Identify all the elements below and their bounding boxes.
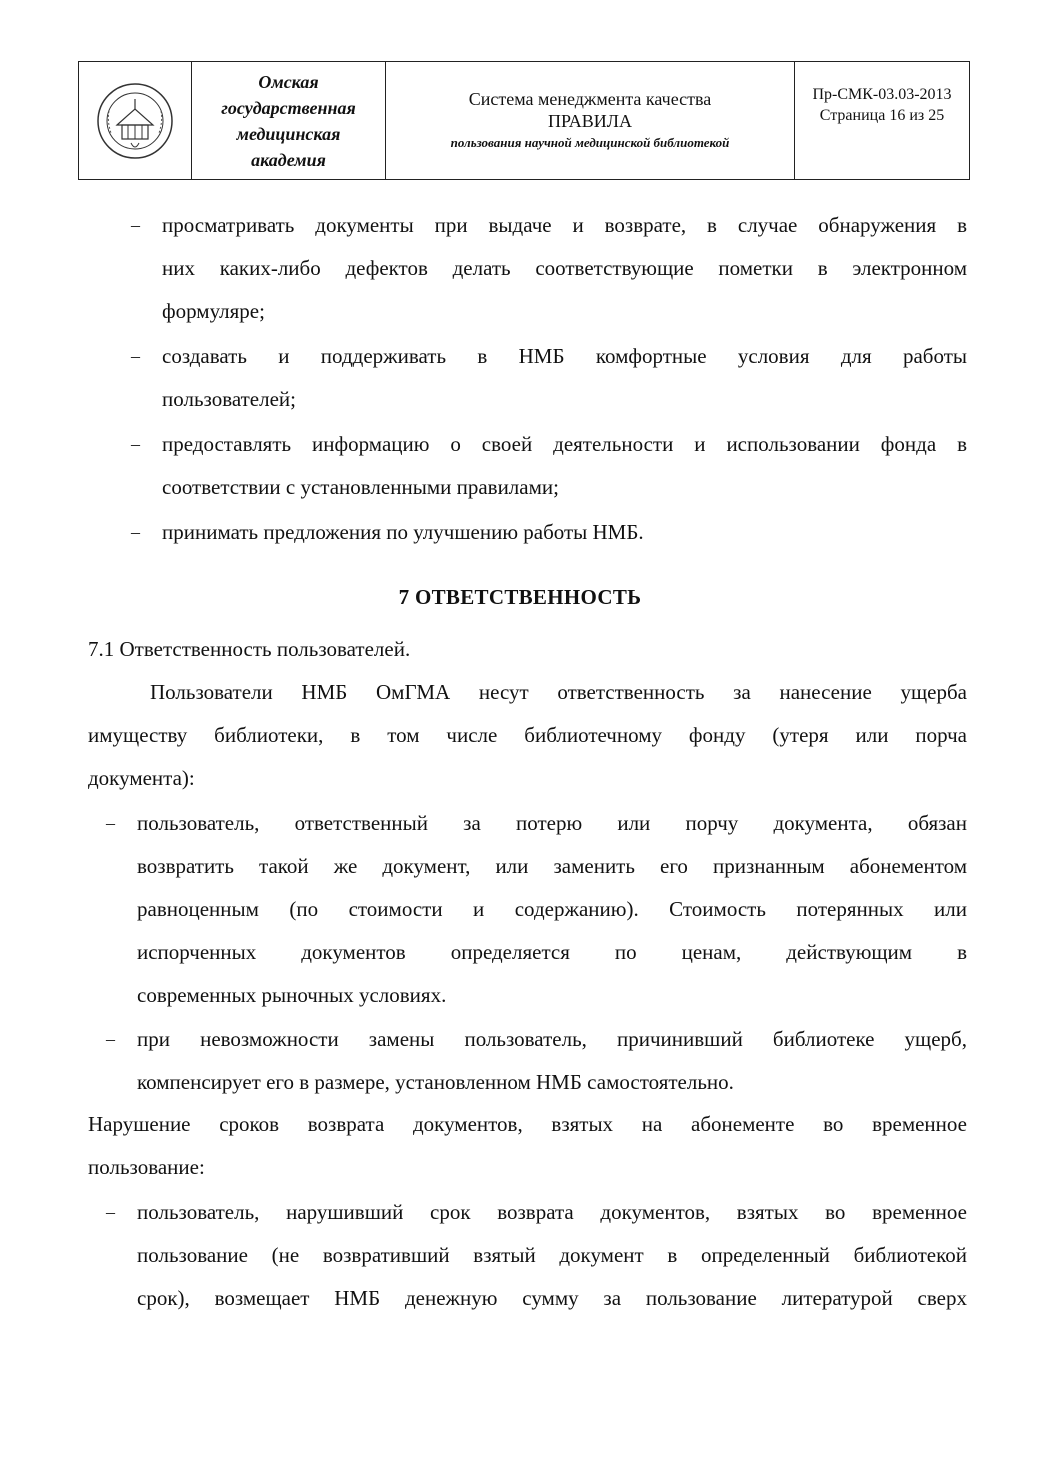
list-item-text: создавать и поддерживать в НМБ комфортные условия для работы	[162, 344, 967, 368]
system-cell	[386, 62, 795, 180]
system-title: Система менеджмента качества	[468, 88, 712, 109]
rules-subtitle: пользования научной медицинской библиотекой	[450, 134, 730, 150]
org-line: академия	[251, 149, 326, 170]
list-item-text: возвратить такой же документ, или заменить его признанным абонементом	[137, 854, 967, 878]
subsection-heading: 7.1 Ответственность пользователей.	[88, 637, 411, 661]
academy-seal-cell	[79, 62, 192, 180]
paragraph-line: пользование:	[88, 1155, 205, 1179]
paragraph-line: имуществу библиотеки, в том числе библиотечному фонду (утеря или порча	[88, 723, 967, 747]
document-header	[78, 61, 970, 180]
paragraph-line: Пользователи НМБ ОмГМА несут ответственность за нанесение ущерба	[150, 680, 967, 704]
paragraph-line: документа):	[88, 766, 195, 790]
list-item-text: соответствии с установленными правилами;	[162, 475, 559, 499]
list-item-text: пользователь, ответственный за потерю или порчу документа, обязан	[137, 811, 967, 835]
paragraph-line: Нарушение сроков возврата документов, взятых на абонементе во временное	[88, 1112, 967, 1136]
list-item-text: испорченных документов определяется по ценам, действующим в	[137, 940, 967, 964]
list-item-text: принимать предложения по улучшению работы НМБ.	[162, 520, 644, 544]
document-code-cell	[795, 62, 970, 180]
academy-seal-icon	[95, 81, 175, 161]
list-item-text: просматривать документы при выдаче и возврате, в случае обнаружения в	[162, 213, 967, 237]
rules-title: ПРАВИЛА	[548, 110, 632, 131]
list-dash: –	[106, 813, 115, 833]
org-line: государственная	[221, 97, 356, 118]
list-item-text: компенсирует его в размере, установленном НМБ самостоятельно.	[137, 1070, 734, 1094]
org-line: Омская	[258, 71, 319, 92]
list-item-text: пользователь, нарушивший срок возврата документов, взятых во временное	[137, 1200, 967, 1224]
list-dash: –	[106, 1029, 115, 1049]
organization-name	[192, 62, 386, 180]
section-heading: 7 ОТВЕТСТВЕННОСТЬ	[398, 585, 642, 609]
list-item-text: современных рыночных условиях.	[137, 983, 447, 1007]
list-item-text: пользователей;	[162, 387, 296, 411]
list-dash: –	[131, 215, 140, 235]
list-dash: –	[131, 434, 140, 454]
document-code: Пр-СМК-03.03-2013	[812, 86, 952, 103]
list-item-text: предоставлять информацию о своей деятельности и использовании фонда в	[162, 432, 967, 456]
list-dash: –	[131, 522, 140, 542]
list-dash: –	[106, 1202, 115, 1222]
page-number: Страница 16 из 25	[819, 107, 945, 124]
list-item-text: них каких-либо дефектов делать соответствующие пометки в электронном	[162, 256, 967, 280]
list-item-text: равноценным (по стоимости и содержанию). Стоимость потерянных или	[137, 897, 967, 921]
list-item-text: при невозможности замены пользователь, причинивший библиотеке ущерб,	[137, 1027, 967, 1051]
list-item-text: пользование (не возвративший взятый документ в определенный библиотекой	[137, 1243, 967, 1267]
list-item-text: формуляре;	[162, 299, 265, 323]
list-item-text: срок), возмещает НМБ денежную сумму за пользование литературой сверх	[137, 1286, 967, 1310]
org-line: медицинская	[236, 123, 341, 144]
list-dash: –	[131, 346, 140, 366]
